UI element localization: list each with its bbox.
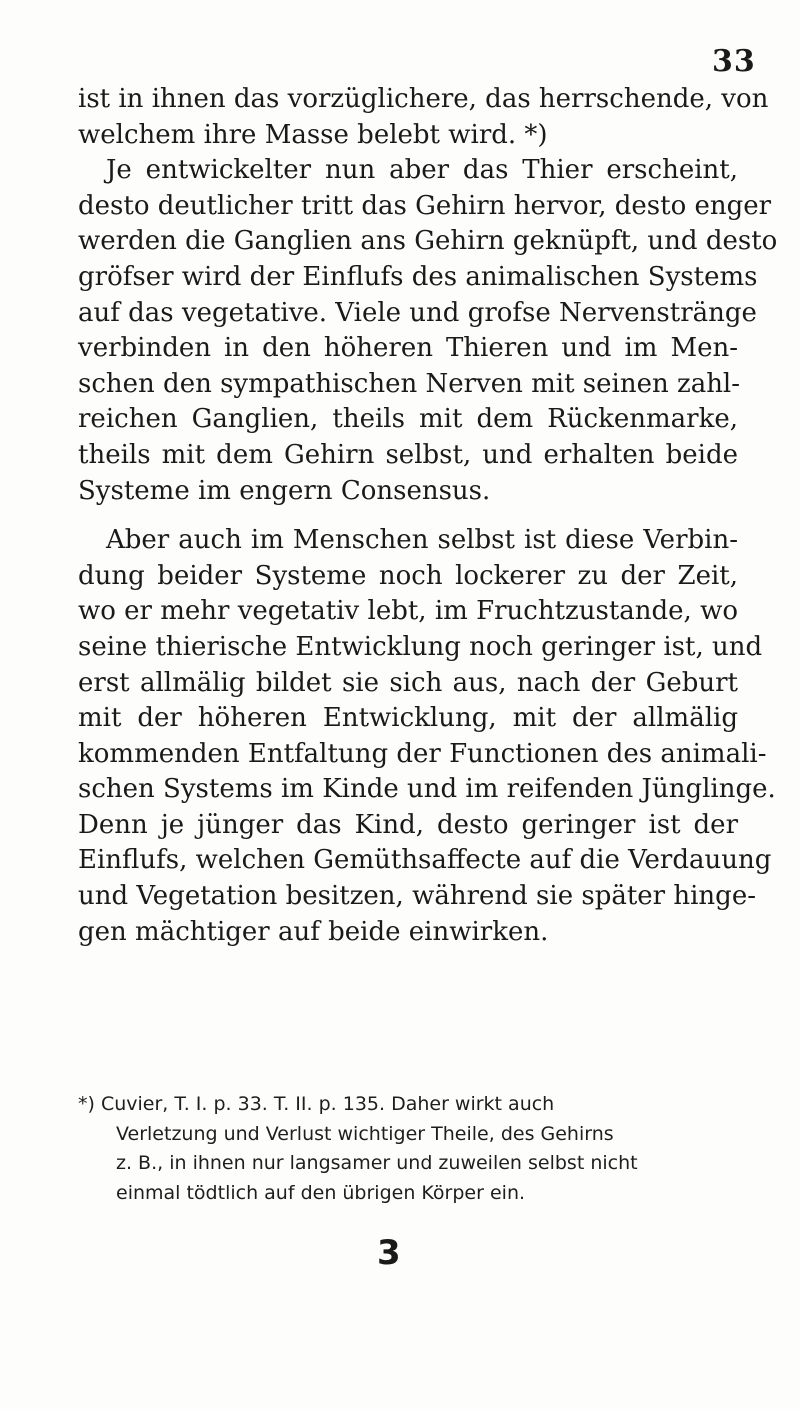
text-line: reichen Ganglien, theils mit dem Rückenmarke, — [78, 404, 738, 435]
paragraph — [78, 82, 769, 153]
text-line: verbinden in den höheren Thieren und im Men- — [78, 333, 738, 364]
signature-mark: 3 — [377, 1233, 401, 1273]
body-text — [78, 82, 778, 950]
text-line: Je entwickelter nun aber das Thier erscheint, — [106, 155, 738, 186]
text-line: welchem ihre Masse belebt wird. *) — [78, 119, 548, 150]
text-line: schen den sympathischen Nerven mit seinen zahl- — [78, 368, 741, 399]
footnote-line: einmal tödtlich auf den übrigen Körper ein. — [116, 1181, 526, 1204]
text-line: dung beider Systeme noch lockerer zu der Zeit, — [78, 560, 738, 591]
paragraph — [78, 153, 778, 509]
text-line: Aber auch im Menschen selbst ist diese Verbin- — [106, 525, 738, 556]
text-line: kommenden Entfaltung der Functionen des animali- — [78, 738, 767, 769]
text-line: Einflufs, welchen Gemüthsaffecte auf die Verdauung — [78, 845, 772, 876]
text-line: ist in ihnen das vorzüglichere, das herrschende, von — [78, 84, 769, 114]
text-line: erst allmälig bildet sie sich aus, nach der Geburt — [78, 667, 738, 698]
footnote-line: z. B., in ihnen nur langsamer und zuweilen selbst nicht — [116, 1152, 638, 1174]
text-line: Denn je jünger das Kind, desto geringer ist der — [78, 809, 738, 840]
paragraph — [78, 523, 776, 950]
text-line: werden die Ganglien ans Gehirn geknüpft, und desto — [78, 226, 778, 257]
text-line: wo er mehr vegetativ lebt, im Fruchtzustande, wo — [78, 596, 738, 627]
text-line: Systeme im engern Consensus. — [78, 475, 491, 506]
footnote-line: Verletzung und Verlust wichtiger Theile, des Gehirns — [116, 1122, 614, 1145]
footnote — [78, 1090, 738, 1208]
text-line: desto deutlicher tritt das Gehirn hervor, desto enger — [78, 190, 772, 221]
text-line: mit der höheren Entwicklung, mit der allmälig — [78, 703, 738, 734]
page-number: 33 — [712, 44, 756, 79]
text-line: gröfser wird der Einflufs des animalischen Systems — [78, 261, 758, 292]
text-line: gen mächtiger auf beide einwirken. — [78, 916, 549, 947]
text-line: auf das vegetative. Viele und grofse Nervenstränge — [78, 297, 757, 328]
text-line: theils mit dem Gehirn selbst, und erhalten beide — [78, 439, 738, 470]
text-line: seine thierische Entwicklung noch geringer ist, und — [78, 631, 763, 662]
text-line: und Vegetation besitzen, während sie später hinge- — [78, 881, 756, 912]
text-line: schen Systems im Kinde und im reifenden Jünglinge. — [78, 774, 776, 805]
footnote-line: *) Cuvier, T. I. p. 33. T. II. p. 135. Daher wirkt auch — [78, 1093, 555, 1115]
